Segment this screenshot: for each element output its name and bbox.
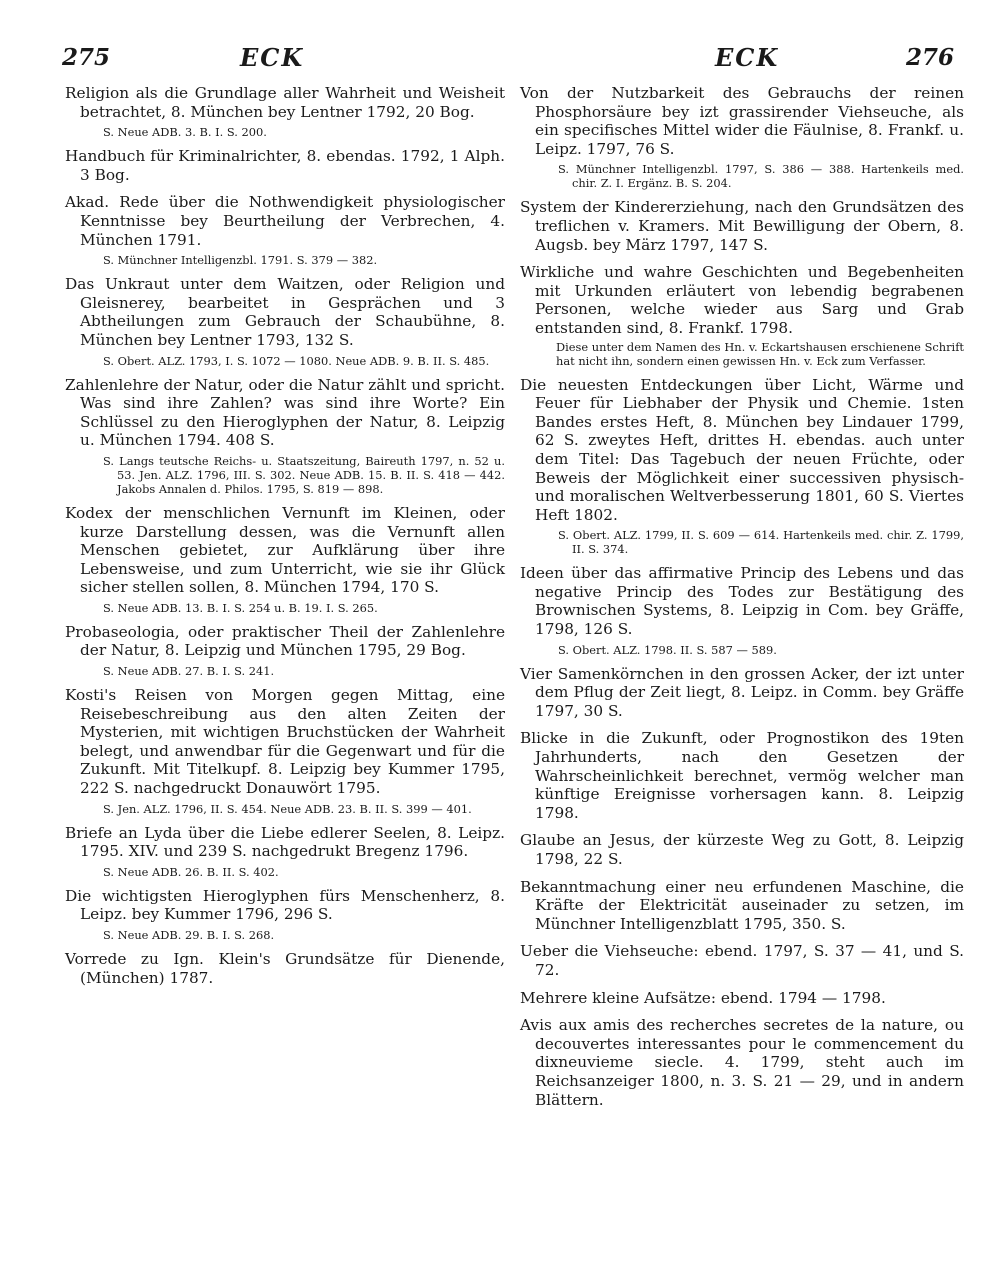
bibliography-entry — [65, 193, 505, 267]
bibliography-entry — [65, 623, 505, 678]
entry-title: Von der Nutzbarkeit des Gebrauchs der reinen Phosphorsäure bey izt grassirender Viehseuche, als ein specifisches Mittel wider die Fäulnise, 8. Frankf. u. Leipz. 1797, 76 S. — [520, 84, 964, 158]
entry-title: Vier Samenkörnchen in den grossen Acker, der izt unter dem Pflug der Zeit liegt, 8. Leipz. in Comm. bey Gräffe 1797, 30 S. — [520, 664, 964, 720]
bibliography-entry — [65, 147, 505, 184]
entry-title: Probaseologia, oder praktischer Theil der Zahlenlehre der Natur, 8. Leipzig und München 1795, 29 Bog. — [65, 622, 505, 660]
entry-title: Die neuesten Entdeckungen über Licht, Wärme und Feuer für Liebhaber der Physik und Chemie. 1sten Bandes erstes Heft, 8. München bey Lindauer 1799, 62 S. zweytes Heft, drittes H. ebendas. auch unter dem Titel: Das Tagebuch der neuen Früchte, oder Beweis der Möglichkeit einer successiven physisch- und moralischen Weltverbesserung 1801, 60 S. Viertes Heft 1802. — [520, 375, 964, 524]
left-running-head: ECK — [240, 43, 305, 72]
entry-reference: S. Münchner Intelligenzbl. 1791. S. 379 — 382. — [103, 253, 378, 268]
bibliography-entry — [520, 831, 964, 868]
entry-title: Religion als die Grundlage aller Wahrheit und Weisheit betrachtet, 8. München bey Lentner 1792, 20 Bog. — [65, 84, 505, 121]
entry-reference: S. Neue ADB. 29. B. I. S. 268. — [103, 928, 275, 942]
entry-reference: S. Langs teutsche Reichs- u. Staatszeitung, Baireuth 1797, n. 52 u. 53. Jen. ALZ. 1796, III. S. 302. Neue ADB. 15. B. II. S. 418 — 442. Jakobs Annalen d. Philos. 1795, S. 819 — 898. — [103, 453, 505, 496]
entry-title: Kosti's Reisen von Morgen gegen Mittag, eine Reisebeschreibung aus den alten Zeiten der Mysterien, mit wichtigen Bruchstücken der Wahrheit belegt, und anwendbar für die Gegenwart und für die Zukunft. Mit Titelkupf. 8. Leipzig bey Kummer 1795, 222 S. nachgedruckt Donauwört 1795. — [65, 686, 505, 798]
bibliography-entry — [520, 198, 964, 254]
entry-title: Handbuch für Kriminalrichter, 8. ebendas. 1792, 1 Alph. 3 Bog. — [65, 147, 505, 184]
right-column — [520, 84, 964, 1110]
entry-reference: S. Neue ADB. 13. B. I. S. 254 u. B. 19. I. S. 265. — [103, 600, 378, 615]
entry-title: Ueber die Viehseuche: ebend. 1797, S. 37 — 41, und S. 72. — [520, 942, 964, 979]
bibliography-entry — [520, 942, 964, 979]
bibliography-entry — [520, 376, 964, 557]
entry-title: Kodex der menschlichen Vernunft im Kleinen, oder kurze Darstellung dessen, was die Vernunft allen Menschen gebietet, zur Aufklärung über ihre Lebensweise, und zum Unterricht, wie sie ihr Glück sicher stellen sollen, 8. München 1794, 170 S. — [65, 503, 505, 597]
entry-title: Glaube an Jesus, der kürzeste Weg zu Gott, 8. Leipzig 1798, 22 S. — [520, 831, 964, 868]
entry-title: Wirkliche und wahre Geschichten und Begebenheiten mit Urkunden erläutert von lebendig begrabenen Personen, welche wieder aus Sarg und Grab entstanden sind, 8. Frankf. 1798. — [520, 263, 964, 337]
entry-title: Vorrede zu Ign. Klein's Grundsätze für Dienende, (München) 1787. — [65, 950, 505, 987]
bibliography-entry — [65, 824, 505, 879]
bibliography-entry — [520, 989, 964, 1008]
entry-reference: S. Neue ADB. 27. B. I. S. 241. — [103, 664, 275, 679]
bibliography-entry — [520, 729, 964, 822]
bibliography-entry — [65, 686, 505, 816]
entry-title: Briefe an Lyda über die Liebe edlerer Seelen, 8. Leipz. 1795. XIV. und 239 S. nachgedrukt Bregenz 1796. — [65, 823, 505, 861]
bibliography-entry — [65, 84, 505, 139]
bibliography-entry — [520, 1016, 964, 1109]
bibliography-entry — [65, 887, 505, 942]
entry-reference: S. Jen. ALZ. 1796, II. S. 454. Neue ADB. 23. B. II. S. 399 — 401. — [103, 801, 472, 816]
entry-reference: S. Obert. ALZ. 1799, II. S. 609 — 614. Hartenkeils med. chir. Z. 1799, II. S. 374. — [558, 528, 964, 557]
entry-title: Akad. Rede über die Nothwendigkeit physiologischer Kenntnisse bey Beurtheilung der Verbrechen, 4. München 1791. — [65, 193, 505, 249]
entry-title: Mehrere kleine Aufsätze: ebend. 1794 — 1798. — [520, 988, 886, 1007]
entry-title: Ideen über das affirmative Princip des Lebens und das negative Princip des Todes zur Bestätigung des Brownischen Systems, 8. Leipzig in Com. bey Gräffe, 1798, 126 S. — [520, 564, 964, 639]
bibliography-entry — [65, 504, 505, 615]
bibliography-entry — [520, 263, 964, 367]
entry-reference: S. Obert. ALZ. 1793, I. S. 1072 — 1080. Neue ADB. 9. B. II. S. 485. — [103, 353, 490, 368]
entry-note: Diese unter dem Namen des Hn. v. Eckartshausen erschienene Schrift hat nicht ihn, sondern einen gewissen Hn. v. Eck zum Verfasser. — [556, 339, 964, 368]
entry-title: Avis aux amis des recherches secretes de la nature, ou decouvertes interessantes pour le commencement du dixneuvieme siecle. 4. 1799, steht auch im Reichsanzeiger 1800, n. 3. S. 21 — 29, und in andern Blättern. — [520, 1016, 964, 1109]
right-page-number: 276 — [906, 44, 955, 71]
entry-title: Bekanntmachung einer neu erfundenen Maschine, die Kräfte der Elektricität auseinader zu setzen, im Münchner Intelligenzblatt 1795, 350. S. — [520, 877, 964, 933]
bibliography-entry — [65, 950, 505, 987]
entry-reference: S. Neue ADB. 26. B. II. S. 402. — [103, 864, 279, 879]
right-running-head: ECK — [715, 43, 780, 72]
entry-reference: S. Münchner Intelligenzbl. 1797, S. 386 — 388. Hartenkeils med. chir. Z. I. Ergänz. B. S. 204. — [558, 162, 964, 191]
bibliography-entry — [520, 564, 964, 656]
entry-title: System der Kindererziehung, nach den Grundsätzen des treflichen v. Kramers. Mit Bewilligung der Obern, 8. Augsb. bey März 1797, 147 S. — [520, 198, 964, 254]
left-column — [65, 84, 505, 988]
entry-title: Blicke in die Zukunft, oder Prognostikon des 19ten Jahrhunderts, nach den Gesetzen der Wahrscheinlichkeit berechnet, vermög welcher man künftige Ereignisse vorhersagen kann. 8. Leipzig 1798. — [520, 729, 964, 822]
entry-reference: S. Neue ADB. 3. B. I. S. 200. — [103, 125, 267, 140]
entry-title: Die wichtigsten Hieroglyphen fürs Menschenherz, 8. Leipz. bey Kummer 1796, 296 S. — [65, 886, 505, 924]
bibliography-entry — [520, 665, 964, 721]
left-page-number: 275 — [62, 44, 111, 71]
bibliography-entry — [65, 275, 505, 367]
bibliography-entry — [520, 878, 964, 934]
bibliography-entry — [520, 84, 964, 190]
entry-title: Das Unkraut unter dem Waitzen, oder Religion und Gleisnerey, bearbeitet in Gesprächen und 3 Abtheilungen zum Gebrauch der Schaubühne, 8. München bey Lentner 1793, 132 S. — [65, 275, 505, 349]
entry-title: Zahlenlehre der Natur, oder die Natur zählt und spricht. Was sind ihre Zahlen? was sind ihre Worte? Ein Schlüssel zu den Hieroglyphen der Natur, 8. Leipzig u. München 1794. 408 S. — [65, 375, 505, 450]
entry-reference: S. Obert. ALZ. 1798. II. S. 587 — 589. — [558, 642, 777, 657]
bibliography-entry — [65, 376, 505, 496]
